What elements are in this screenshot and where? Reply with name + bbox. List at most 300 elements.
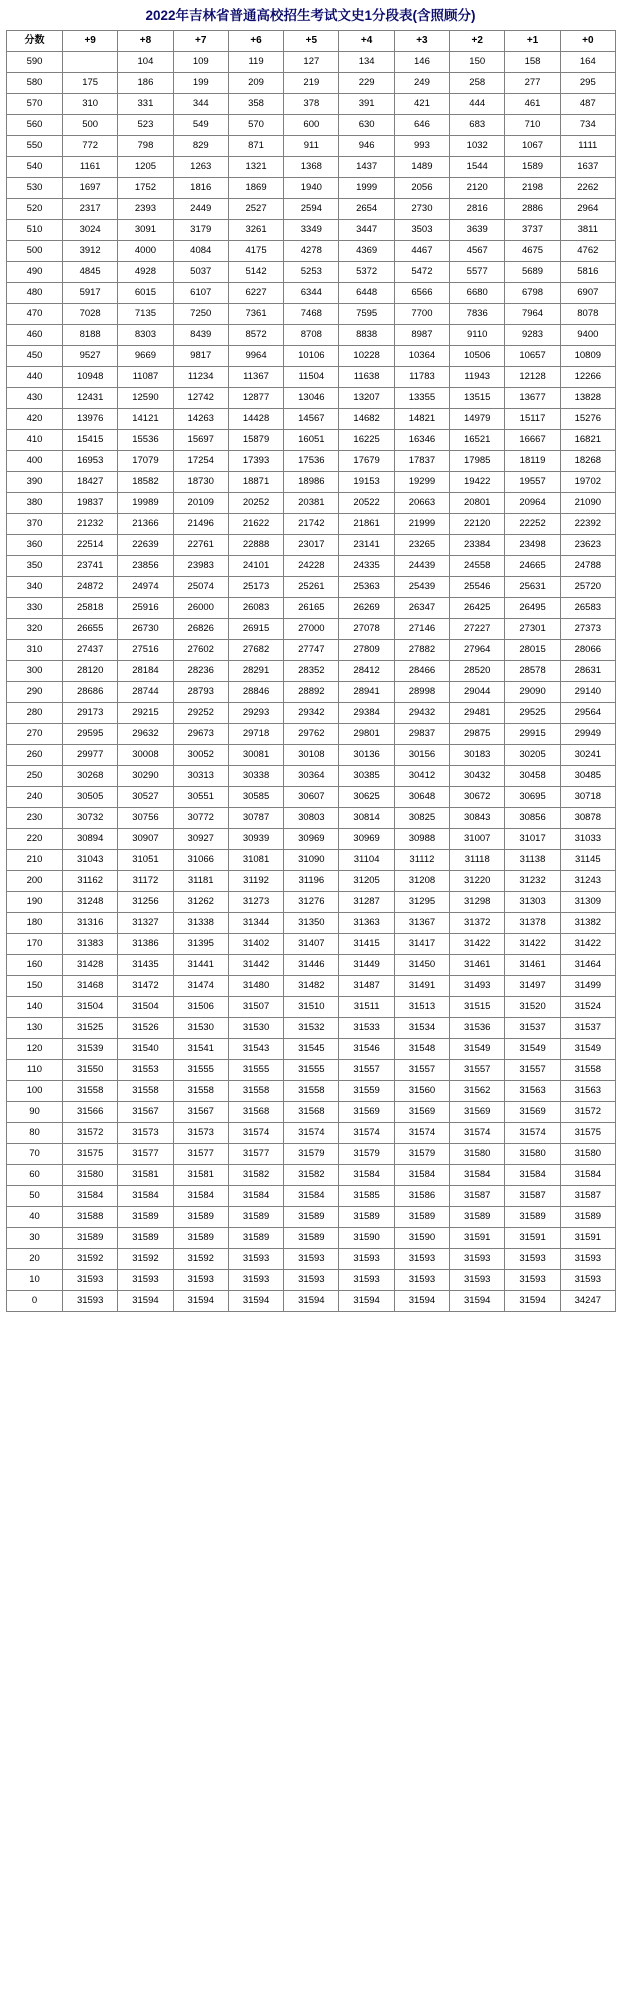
score-value: 470	[7, 304, 63, 325]
cumulative-count: 7135	[118, 304, 173, 325]
cumulative-count: 28744	[118, 682, 173, 703]
cumulative-count: 871	[228, 136, 283, 157]
cumulative-count: 31338	[173, 913, 228, 934]
score-value: 410	[7, 430, 63, 451]
score-value: 260	[7, 745, 63, 766]
score-value: 90	[7, 1102, 63, 1123]
cumulative-count: 31145	[560, 850, 615, 871]
cumulative-count: 31594	[173, 1291, 228, 1312]
column-header-offset: +5	[284, 31, 339, 52]
table-row	[7, 472, 616, 493]
score-value: 440	[7, 367, 63, 388]
cumulative-count: 27964	[450, 640, 505, 661]
table-row	[7, 178, 616, 199]
table-row	[7, 1018, 616, 1039]
table-row	[7, 199, 616, 220]
cumulative-count: 17393	[228, 451, 283, 472]
score-value: 380	[7, 493, 63, 514]
cumulative-count: 20252	[228, 493, 283, 514]
cumulative-count: 22639	[118, 535, 173, 556]
cumulative-count: 29977	[63, 745, 118, 766]
cumulative-count: 29915	[505, 724, 560, 745]
cumulative-count: 19557	[505, 472, 560, 493]
cumulative-count: 27516	[118, 640, 173, 661]
cumulative-count: 29837	[394, 724, 449, 745]
cumulative-count: 31586	[394, 1186, 449, 1207]
cumulative-count: 31504	[63, 997, 118, 1018]
cumulative-count: 31591	[450, 1228, 505, 1249]
cumulative-count: 16821	[560, 430, 615, 451]
cumulative-count: 31589	[228, 1228, 283, 1249]
score-value: 540	[7, 157, 63, 178]
cumulative-count: 29173	[63, 703, 118, 724]
cumulative-count: 31591	[560, 1228, 615, 1249]
cumulative-count: 21999	[394, 514, 449, 535]
cumulative-count: 20964	[505, 493, 560, 514]
cumulative-count: 30205	[505, 745, 560, 766]
cumulative-count: 31580	[450, 1144, 505, 1165]
cumulative-count: 3639	[450, 220, 505, 241]
table-row	[7, 136, 616, 157]
cumulative-count: 798	[118, 136, 173, 157]
table-row	[7, 745, 616, 766]
cumulative-count: 22888	[228, 535, 283, 556]
cumulative-count: 31573	[118, 1123, 173, 1144]
cumulative-count: 31205	[339, 871, 394, 892]
score-value: 330	[7, 598, 63, 619]
cumulative-count: 28236	[173, 661, 228, 682]
cumulative-count: 3503	[394, 220, 449, 241]
score-value: 420	[7, 409, 63, 430]
score-value: 450	[7, 346, 63, 367]
cumulative-count: 31461	[450, 955, 505, 976]
cumulative-count: 31568	[228, 1102, 283, 1123]
cumulative-count: 30458	[505, 766, 560, 787]
cumulative-count: 31555	[228, 1060, 283, 1081]
cumulative-count: 25173	[228, 577, 283, 598]
score-value: 160	[7, 955, 63, 976]
cumulative-count: 1589	[505, 157, 560, 178]
cumulative-count: 31532	[284, 1018, 339, 1039]
score-value: 10	[7, 1270, 63, 1291]
score-value: 20	[7, 1249, 63, 1270]
score-value: 550	[7, 136, 63, 157]
table-row	[7, 829, 616, 850]
cumulative-count: 500	[63, 115, 118, 136]
cumulative-count: 31577	[118, 1144, 173, 1165]
score-distribution-table	[6, 30, 616, 1312]
cumulative-count: 219	[284, 73, 339, 94]
cumulative-count: 12431	[63, 388, 118, 409]
cumulative-count: 31584	[118, 1186, 173, 1207]
table-row	[7, 1249, 616, 1270]
cumulative-count: 31350	[284, 913, 339, 934]
cumulative-count: 2527	[228, 199, 283, 220]
cumulative-count: 20522	[339, 493, 394, 514]
table-row	[7, 115, 616, 136]
cumulative-count: 29718	[228, 724, 283, 745]
cumulative-count: 12266	[560, 367, 615, 388]
cumulative-count: 31446	[284, 955, 339, 976]
cumulative-count: 4084	[173, 241, 228, 262]
cumulative-count: 31594	[118, 1291, 173, 1312]
cumulative-count: 31550	[63, 1060, 118, 1081]
cumulative-count: 29293	[228, 703, 283, 724]
score-value: 130	[7, 1018, 63, 1039]
score-value: 530	[7, 178, 63, 199]
cumulative-count: 31549	[505, 1039, 560, 1060]
cumulative-count: 295	[560, 73, 615, 94]
cumulative-count: 29564	[560, 703, 615, 724]
cumulative-count: 9527	[63, 346, 118, 367]
cumulative-count: 31593	[560, 1249, 615, 1270]
cumulative-count: 31510	[284, 997, 339, 1018]
cumulative-count: 31422	[505, 934, 560, 955]
cumulative-count: 6227	[228, 283, 283, 304]
cumulative-count: 31584	[560, 1165, 615, 1186]
score-value: 120	[7, 1039, 63, 1060]
cumulative-count: 17837	[394, 451, 449, 472]
cumulative-count: 30156	[394, 745, 449, 766]
score-value: 230	[7, 808, 63, 829]
cumulative-count: 30695	[505, 787, 560, 808]
cumulative-count: 7964	[505, 304, 560, 325]
cumulative-count: 31574	[505, 1123, 560, 1144]
cumulative-count: 15117	[505, 409, 560, 430]
cumulative-count: 119	[228, 52, 283, 73]
cumulative-count: 31587	[560, 1186, 615, 1207]
cumulative-count: 31589	[450, 1207, 505, 1228]
cumulative-count: 12742	[173, 388, 228, 409]
table-row	[7, 913, 616, 934]
cumulative-count: 27747	[284, 640, 339, 661]
cumulative-count: 24439	[394, 556, 449, 577]
cumulative-count: 31584	[450, 1165, 505, 1186]
cumulative-count: 2594	[284, 199, 339, 220]
cumulative-count: 31574	[450, 1123, 505, 1144]
cumulative-count: 24558	[450, 556, 505, 577]
column-header-offset: +6	[228, 31, 283, 52]
cumulative-count: 31558	[228, 1081, 283, 1102]
cumulative-count: 28892	[284, 682, 339, 703]
cumulative-count: 30364	[284, 766, 339, 787]
score-value: 430	[7, 388, 63, 409]
cumulative-count: 31066	[173, 850, 228, 871]
cumulative-count: 31464	[560, 955, 615, 976]
score-value: 270	[7, 724, 63, 745]
cumulative-count: 18268	[560, 451, 615, 472]
cumulative-count: 31579	[394, 1144, 449, 1165]
cumulative-count: 17985	[450, 451, 505, 472]
cumulative-count: 31572	[63, 1123, 118, 1144]
cumulative-count: 15697	[173, 430, 228, 451]
page-title: 2022年吉林省普通高校招生考试文史1分段表(含照顾分)	[145, 8, 476, 23]
cumulative-count: 421	[394, 94, 449, 115]
cumulative-count: 31192	[228, 871, 283, 892]
cumulative-count: 28941	[339, 682, 394, 703]
score-value: 490	[7, 262, 63, 283]
cumulative-count: 16051	[284, 430, 339, 451]
cumulative-count: 30939	[228, 829, 283, 850]
cumulative-count: 31591	[505, 1228, 560, 1249]
cumulative-count: 31208	[394, 871, 449, 892]
score-value: 580	[7, 73, 63, 94]
cumulative-count: 31590	[339, 1228, 394, 1249]
cumulative-count: 27882	[394, 640, 449, 661]
cumulative-count: 31515	[450, 997, 505, 1018]
cumulative-count: 31563	[560, 1081, 615, 1102]
cumulative-count: 11943	[450, 367, 505, 388]
cumulative-count: 31594	[284, 1291, 339, 1312]
cumulative-count: 30907	[118, 829, 173, 850]
cumulative-count: 331	[118, 94, 173, 115]
score-value: 210	[7, 850, 63, 871]
cumulative-count: 31441	[173, 955, 228, 976]
cumulative-count: 31386	[118, 934, 173, 955]
cumulative-count: 24101	[228, 556, 283, 577]
table-row	[7, 304, 616, 325]
cumulative-count: 31568	[284, 1102, 339, 1123]
cumulative-count: 9964	[228, 346, 283, 367]
cumulative-count: 23017	[284, 535, 339, 556]
cumulative-count: 5037	[173, 262, 228, 283]
cumulative-count: 5689	[505, 262, 560, 283]
cumulative-count: 31043	[63, 850, 118, 871]
score-value: 510	[7, 220, 63, 241]
cumulative-count: 391	[339, 94, 394, 115]
cumulative-count: 31007	[450, 829, 505, 850]
table-header	[7, 31, 616, 52]
cumulative-count: 31580	[505, 1144, 560, 1165]
cumulative-count: 30585	[228, 787, 283, 808]
cumulative-count: 12877	[228, 388, 283, 409]
cumulative-count: 31580	[63, 1165, 118, 1186]
cumulative-count: 11783	[394, 367, 449, 388]
cumulative-count: 16521	[450, 430, 505, 451]
cumulative-count: 31560	[394, 1081, 449, 1102]
score-value: 100	[7, 1081, 63, 1102]
score-value: 140	[7, 997, 63, 1018]
cumulative-count: 15276	[560, 409, 615, 430]
score-value: 350	[7, 556, 63, 577]
cumulative-count: 209	[228, 73, 283, 94]
cumulative-count: 31589	[63, 1228, 118, 1249]
cumulative-count: 31449	[339, 955, 394, 976]
score-value: 360	[7, 535, 63, 556]
cumulative-count: 19153	[339, 472, 394, 493]
table-row	[7, 346, 616, 367]
cumulative-count: 10364	[394, 346, 449, 367]
cumulative-count: 25720	[560, 577, 615, 598]
cumulative-count: 3091	[118, 220, 173, 241]
cumulative-count: 4278	[284, 241, 339, 262]
cumulative-count: 31104	[339, 850, 394, 871]
cumulative-count: 31138	[505, 850, 560, 871]
cumulative-count: 28066	[560, 640, 615, 661]
column-header-score: 分数	[7, 31, 63, 52]
cumulative-count: 29632	[118, 724, 173, 745]
cumulative-count: 27373	[560, 619, 615, 640]
cumulative-count: 30878	[560, 808, 615, 829]
cumulative-count: 31589	[339, 1207, 394, 1228]
cumulative-count: 164	[560, 52, 615, 73]
cumulative-count: 30718	[560, 787, 615, 808]
cumulative-count: 1067	[505, 136, 560, 157]
cumulative-count: 11367	[228, 367, 283, 388]
score-value: 0	[7, 1291, 63, 1312]
cumulative-count: 3912	[63, 241, 118, 262]
cumulative-count: 22514	[63, 535, 118, 556]
cumulative-count: 31582	[228, 1165, 283, 1186]
table-row	[7, 661, 616, 682]
cumulative-count: 31593	[118, 1270, 173, 1291]
cumulative-count: 18427	[63, 472, 118, 493]
cumulative-count: 31569	[505, 1102, 560, 1123]
cumulative-count: 31593	[284, 1249, 339, 1270]
cumulative-count: 19702	[560, 472, 615, 493]
cumulative-count: 28291	[228, 661, 283, 682]
cumulative-count: 5472	[394, 262, 449, 283]
column-header-offset: +0	[560, 31, 615, 52]
cumulative-count: 30505	[63, 787, 118, 808]
table-header-row	[7, 31, 616, 52]
score-value: 460	[7, 325, 63, 346]
table-row	[7, 598, 616, 619]
score-value: 190	[7, 892, 63, 913]
cumulative-count: 31553	[118, 1060, 173, 1081]
cumulative-count: 23141	[339, 535, 394, 556]
cumulative-count: 18871	[228, 472, 283, 493]
cumulative-count: 31572	[560, 1102, 615, 1123]
table-row	[7, 577, 616, 598]
column-header-offset: +8	[118, 31, 173, 52]
cumulative-count: 7836	[450, 304, 505, 325]
cumulative-count: 31472	[118, 976, 173, 997]
cumulative-count: 31435	[118, 955, 173, 976]
table-row	[7, 1186, 616, 1207]
cumulative-count: 27078	[339, 619, 394, 640]
cumulative-count: 30290	[118, 766, 173, 787]
score-value: 590	[7, 52, 63, 73]
cumulative-count: 10809	[560, 346, 615, 367]
cumulative-count: 26730	[118, 619, 173, 640]
cumulative-count: 31589	[505, 1207, 560, 1228]
table-row	[7, 493, 616, 514]
cumulative-count: 31367	[394, 913, 449, 934]
cumulative-count: 570	[228, 115, 283, 136]
cumulative-count: 2816	[450, 199, 505, 220]
score-value: 70	[7, 1144, 63, 1165]
cumulative-count: 258	[450, 73, 505, 94]
cumulative-count: 31450	[394, 955, 449, 976]
cumulative-count: 21366	[118, 514, 173, 535]
cumulative-count: 31555	[284, 1060, 339, 1081]
score-value: 310	[7, 640, 63, 661]
cumulative-count: 9669	[118, 346, 173, 367]
column-header-offset: +9	[63, 31, 118, 52]
cumulative-count: 31584	[394, 1165, 449, 1186]
cumulative-count: 4175	[228, 241, 283, 262]
cumulative-count: 31232	[505, 871, 560, 892]
cumulative-count: 7595	[339, 304, 394, 325]
cumulative-count: 31569	[339, 1102, 394, 1123]
cumulative-count: 31558	[173, 1081, 228, 1102]
table-row	[7, 724, 616, 745]
cumulative-count: 21090	[560, 493, 615, 514]
cumulative-count: 31287	[339, 892, 394, 913]
cumulative-count: 31593	[63, 1291, 118, 1312]
score-value: 300	[7, 661, 63, 682]
cumulative-count: 30527	[118, 787, 173, 808]
cumulative-count: 28578	[505, 661, 560, 682]
cumulative-count: 5142	[228, 262, 283, 283]
cumulative-count: 6566	[394, 283, 449, 304]
cumulative-count: 9817	[173, 346, 228, 367]
cumulative-count: 31593	[284, 1270, 339, 1291]
cumulative-count: 23384	[450, 535, 505, 556]
cumulative-count: 27000	[284, 619, 339, 640]
table-row	[7, 1102, 616, 1123]
score-value: 370	[7, 514, 63, 535]
cumulative-count: 2317	[63, 199, 118, 220]
cumulative-count: 29140	[560, 682, 615, 703]
cumulative-count: 16346	[394, 430, 449, 451]
cumulative-count: 2449	[173, 199, 228, 220]
cumulative-count: 487	[560, 94, 615, 115]
cumulative-count: 31593	[63, 1270, 118, 1291]
column-header-offset: +4	[339, 31, 394, 52]
table-row	[7, 1207, 616, 1228]
cumulative-count: 31594	[450, 1291, 505, 1312]
cumulative-count: 31567	[118, 1102, 173, 1123]
cumulative-count: 4845	[63, 262, 118, 283]
cumulative-count: 31567	[173, 1102, 228, 1123]
cumulative-count: 150	[450, 52, 505, 73]
cumulative-count: 31541	[173, 1039, 228, 1060]
cumulative-count: 25074	[173, 577, 228, 598]
column-header-offset: +1	[505, 31, 560, 52]
cumulative-count: 24665	[505, 556, 560, 577]
cumulative-count: 31474	[173, 976, 228, 997]
cumulative-count: 31577	[228, 1144, 283, 1165]
table-row	[7, 1228, 616, 1249]
cumulative-count: 30772	[173, 808, 228, 829]
cumulative-count: 24228	[284, 556, 339, 577]
cumulative-count: 31118	[450, 850, 505, 871]
cumulative-count: 31587	[450, 1186, 505, 1207]
score-value: 110	[7, 1060, 63, 1081]
column-header-offset: +2	[450, 31, 505, 52]
cumulative-count: 16225	[339, 430, 394, 451]
cumulative-count: 30672	[450, 787, 505, 808]
cumulative-count: 21622	[228, 514, 283, 535]
cumulative-count: 31511	[339, 997, 394, 1018]
cumulative-count: 21742	[284, 514, 339, 535]
cumulative-count: 31573	[173, 1123, 228, 1144]
score-value: 340	[7, 577, 63, 598]
cumulative-count: 1816	[173, 178, 228, 199]
cumulative-count: 30485	[560, 766, 615, 787]
score-value: 220	[7, 829, 63, 850]
cumulative-count: 3737	[505, 220, 560, 241]
cumulative-count: 29384	[339, 703, 394, 724]
cumulative-count: 2056	[394, 178, 449, 199]
cumulative-count: 829	[173, 136, 228, 157]
cumulative-count: 7468	[284, 304, 339, 325]
cumulative-count: 5816	[560, 262, 615, 283]
table-row	[7, 430, 616, 451]
cumulative-count: 21496	[173, 514, 228, 535]
